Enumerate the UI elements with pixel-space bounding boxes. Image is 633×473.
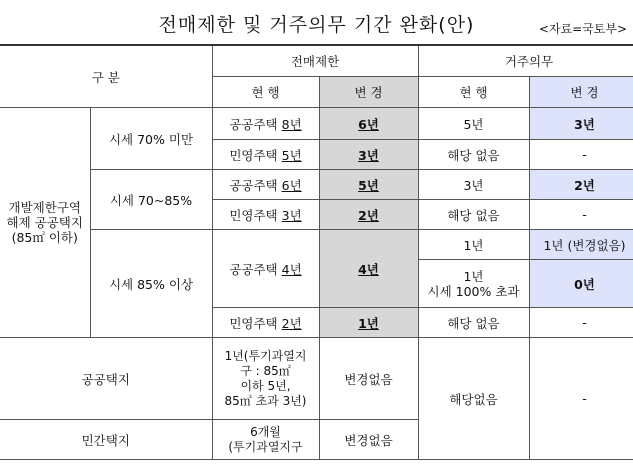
table-row [0, 230, 633, 260]
resale-changed-value: 1년 [319, 308, 418, 338]
resale-current-value: 8년 [281, 116, 302, 132]
land-label: 민간택지 [0, 420, 212, 460]
price-label: 시세 70~85% [90, 170, 212, 230]
res-current-line: 시세 100% 초과 [427, 283, 520, 299]
res-changed-value: 1년 (변경없음) [529, 230, 633, 260]
resale-current-cell [212, 420, 319, 460]
resale-current-cell [212, 170, 319, 200]
land-label: 공공택지 [0, 338, 212, 420]
policy-table [0, 44, 633, 460]
resale-changed-value: 6년 [319, 108, 418, 140]
resale-current-value: 4년 [281, 261, 302, 277]
table-row [0, 170, 633, 200]
page-title: 전매제한 및 거주의무 기간 완화(안) [158, 14, 475, 36]
res-changed-value: - [529, 338, 633, 460]
header-res-current: 현 행 [418, 77, 529, 108]
resale-current-cell [212, 338, 319, 420]
resale-current-cell [212, 230, 319, 308]
res-changed-value: - [529, 308, 633, 338]
res-current-value: 3년 [418, 170, 529, 200]
header-category: 구 분 [0, 45, 212, 108]
table-row [0, 338, 633, 420]
source-note: <자료=국토부> [538, 22, 627, 36]
region-label [0, 108, 90, 338]
resale-changed-value: 변경없음 [319, 420, 418, 460]
res-current-value: 해당 없음 [418, 140, 529, 170]
res-changed-value: 0년 [529, 260, 633, 308]
resale-current-line: (투기과열지구 [228, 439, 303, 454]
resale-changed-value: 5년 [319, 170, 418, 200]
housing-type: 민영주택 [229, 147, 278, 163]
resale-current-value: 6년 [281, 177, 302, 193]
res-current-line: 1년 [463, 268, 484, 284]
housing-type: 공공주택 [229, 177, 278, 193]
res-current-value: 해당 없음 [418, 308, 529, 338]
res-changed-value: 2년 [529, 170, 633, 200]
resale-current-line: 이하 5년, [240, 378, 291, 393]
header-resale: 전매제한 [212, 45, 418, 77]
resale-current-line: 1년(투기과열지 [224, 348, 307, 363]
resale-current-value: 3년 [281, 207, 302, 223]
price-label: 시세 85% 이상 [90, 230, 212, 338]
resale-changed-value: 변경없음 [319, 338, 418, 420]
res-current-value [418, 260, 529, 308]
resale-current-line: 85㎡ 초과 3년) [224, 393, 307, 408]
resale-current-line: 6개월 [250, 424, 281, 439]
housing-type: 민영주택 [229, 315, 278, 331]
housing-type: 공공주택 [229, 261, 278, 277]
header-resale-current: 현 행 [212, 77, 319, 108]
housing-type: 공공주택 [229, 116, 278, 132]
res-current-value: 1년 [418, 230, 529, 260]
resale-current-value: 5년 [281, 147, 302, 163]
header-row-1 [0, 45, 633, 77]
resale-changed-value: 2년 [319, 200, 418, 230]
region-label-line: (85㎡ 이하) [11, 230, 78, 245]
resale-changed-value: 4년 [319, 230, 418, 308]
housing-type: 민영주택 [229, 207, 278, 223]
price-label: 시세 70% 미만 [90, 108, 212, 170]
res-current-value: 5년 [418, 108, 529, 140]
resale-current-cell [212, 200, 319, 230]
res-current-value: 해당없음 [418, 338, 529, 460]
resale-changed-value: 3년 [319, 140, 418, 170]
resale-current-value: 2년 [281, 315, 302, 331]
table-row [0, 108, 633, 140]
region-label-line: 해제 공공택지 [6, 215, 83, 230]
res-changed-value: - [529, 140, 633, 170]
resale-current-cell [212, 308, 319, 338]
resale-current-line: 구 : 85㎡ [240, 363, 291, 378]
res-current-value: 해당 없음 [418, 200, 529, 230]
header-resale-changed: 변 경 [319, 77, 418, 108]
header-residence: 거주의무 [418, 45, 633, 77]
res-changed-value: 3년 [529, 108, 633, 140]
res-changed-value: - [529, 200, 633, 230]
header-res-changed: 변 경 [529, 77, 633, 108]
resale-current-cell [212, 140, 319, 170]
resale-current-cell [212, 108, 319, 140]
region-label-line: 개발제한구역 [8, 200, 81, 215]
